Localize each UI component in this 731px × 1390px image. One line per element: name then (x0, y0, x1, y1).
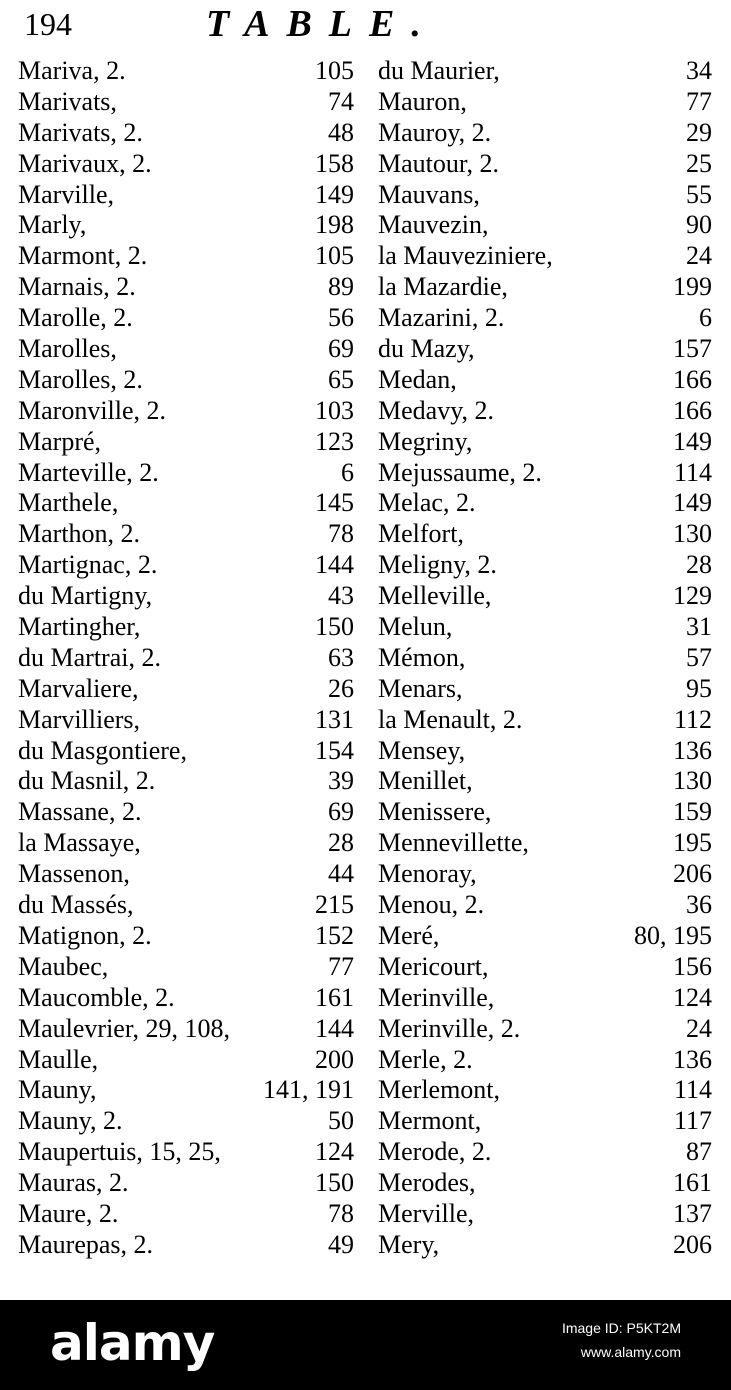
index-entry (18, 56, 354, 87)
index-entry (18, 952, 354, 983)
entry-name: Merinville, 2. (378, 1013, 521, 1043)
entry-name: Mariva, 2. (18, 56, 126, 85)
entry-name: Maulle, (18, 1044, 99, 1074)
entry-name: Merode, 2. (378, 1137, 492, 1167)
index-entry (18, 427, 354, 458)
entry-name: Marly, (18, 210, 87, 240)
entry-pages: 57 (686, 642, 712, 672)
index-entry (18, 87, 354, 118)
index-entry (18, 921, 354, 952)
index-entry (378, 921, 712, 952)
entry-pages: 26 (328, 673, 354, 703)
entry-name: Melun, (378, 612, 453, 642)
entry-name: Maronville, 2. (18, 395, 167, 425)
index-entry (18, 272, 354, 303)
entry-pages: 74 (328, 86, 354, 116)
entry-name: Mautour, 2. (378, 148, 499, 178)
entry-name: Maulevrier, 29, 108, (18, 1013, 230, 1043)
index-column-left (18, 56, 354, 1261)
entry-pages: 24 (686, 241, 712, 271)
entry-pages: 123 (315, 426, 354, 456)
index-entry (378, 210, 712, 241)
entry-pages: 77 (328, 951, 354, 981)
index-entry (378, 1014, 712, 1045)
entry-name: Marivats, (18, 86, 117, 116)
entry-name: Marvilliers, (18, 704, 141, 734)
index-entry (378, 736, 712, 767)
entry-pages: 129 (673, 581, 712, 611)
entry-pages: 130 (673, 766, 712, 796)
index-entry (378, 427, 712, 458)
index-entry (18, 550, 354, 581)
index-entry (378, 983, 712, 1014)
index-entry (18, 180, 354, 211)
entry-pages: 28 (686, 550, 712, 580)
entry-pages: 34 (686, 56, 712, 85)
entry-name: Maupertuis, 15, 25, (18, 1137, 221, 1167)
entry-name: Marthon, 2. (18, 519, 141, 549)
index-entry (378, 458, 712, 489)
entry-name: Mauvezin, (378, 210, 489, 240)
entry-pages: 149 (673, 488, 712, 518)
index-entry (378, 180, 712, 211)
index-entry (378, 519, 712, 550)
entry-name: Merinville, (378, 982, 495, 1012)
index-entry (18, 303, 354, 334)
entry-name: Mauron, (378, 86, 467, 116)
index-entry (378, 118, 712, 149)
index-entry (18, 210, 354, 241)
running-title: TABLE. (206, 3, 438, 45)
entry-pages: 161 (315, 982, 354, 1012)
entry-name: Maucomble, 2. (18, 982, 175, 1012)
entry-pages: 159 (673, 797, 712, 827)
entry-pages: 44 (328, 859, 354, 889)
index-entry (18, 581, 354, 612)
entry-name: Maubec, (18, 951, 109, 981)
page-number: 194 (24, 6, 72, 42)
index-entry (18, 705, 354, 736)
entry-pages: 198 (315, 210, 354, 240)
entry-pages: 39 (328, 766, 354, 796)
index-entry (18, 983, 354, 1014)
index-entry (18, 1075, 354, 1106)
index-entry (378, 488, 712, 519)
entry-pages: 105 (315, 241, 354, 271)
index-entry (18, 519, 354, 550)
alamy-logo: alamy (50, 1314, 215, 1372)
index-entry (378, 1168, 712, 1199)
entry-name: Menoray, (378, 859, 477, 889)
index-entry (378, 1075, 712, 1106)
entry-pages: 55 (686, 179, 712, 209)
entry-name: la Massaye, (18, 828, 141, 858)
index-entry (18, 488, 354, 519)
index-entry (378, 828, 712, 859)
index-entry (18, 241, 354, 272)
index-entry (18, 1168, 354, 1199)
entry-pages: 124 (315, 1137, 354, 1167)
entry-name: Menars, (378, 673, 463, 703)
entry-pages: 24 (686, 1013, 712, 1043)
entry-pages: 112 (673, 704, 712, 734)
entry-name: Merodes, (378, 1168, 476, 1198)
index-entry (378, 396, 712, 427)
entry-name: Marivaux, 2. (18, 148, 152, 178)
index-entry (18, 643, 354, 674)
entry-name: Mennevillette, (378, 828, 529, 858)
entry-name: Mazarini, 2. (378, 303, 505, 333)
entry-name: Marolles, 2. (18, 364, 143, 394)
index-entry (378, 1230, 712, 1261)
index-entry (378, 56, 712, 87)
index-entry (18, 890, 354, 921)
entry-name: Melac, 2. (378, 488, 476, 518)
entry-pages: 43 (328, 581, 354, 611)
entry-name: du Maurier, (378, 56, 500, 85)
index-entry (18, 797, 354, 828)
entry-pages: 206 (673, 859, 712, 889)
index-entry (378, 272, 712, 303)
entry-pages: 69 (328, 797, 354, 827)
index-entry (378, 674, 712, 705)
entry-name: Marolle, 2. (18, 303, 133, 333)
index-entry (378, 890, 712, 921)
index-entry (378, 1106, 712, 1137)
entry-name: Melfort, (378, 519, 464, 549)
entry-pages: 158 (315, 148, 354, 178)
entry-name: Mauras, 2. (18, 1168, 129, 1198)
index-entry (378, 952, 712, 983)
entry-pages: 161 (673, 1168, 712, 1198)
entry-pages: 87 (686, 1137, 712, 1167)
entry-pages: 144 (315, 550, 354, 580)
entry-name: la Mauveziniere, (378, 241, 553, 271)
image-id-text: Image ID: P5KT2M (561, 1320, 681, 1336)
site-url-text: www.alamy.com (580, 1344, 681, 1360)
entry-pages: 65 (328, 364, 354, 394)
index-entry (378, 643, 712, 674)
index-entry (378, 365, 712, 396)
entry-name: la Menault, 2. (378, 704, 523, 734)
entry-pages: 89 (328, 272, 354, 302)
index-entry (378, 859, 712, 890)
entry-pages: 149 (315, 179, 354, 209)
entry-pages: 117 (673, 1106, 712, 1136)
entry-name: Mauvans, (378, 179, 480, 209)
entry-name: Martignac, 2. (18, 550, 158, 580)
entry-name: Marville, (18, 179, 115, 209)
entry-pages: 56 (328, 303, 354, 333)
entry-name: du Masgontiere, (18, 735, 187, 765)
entry-pages: 154 (315, 735, 354, 765)
entry-name: Menillet, (378, 766, 473, 796)
entry-pages: 90 (686, 210, 712, 240)
entry-name: Medavy, 2. (378, 395, 495, 425)
entry-name: Marthele, (18, 488, 119, 518)
index-entry (18, 1137, 354, 1168)
index-entry (18, 118, 354, 149)
entry-pages: 48 (328, 117, 354, 147)
entry-pages: 150 (315, 612, 354, 642)
index-entry (378, 797, 712, 828)
entry-name: Marnais, 2. (18, 272, 136, 302)
entry-name: Marpré, (18, 426, 102, 456)
entry-pages: 31 (686, 612, 712, 642)
entry-pages: 144 (315, 1013, 354, 1043)
entry-pages: 136 (673, 735, 712, 765)
entry-name: la Mazardie, (378, 272, 508, 302)
entry-pages: 50 (328, 1106, 354, 1136)
entry-name: Medan, (378, 364, 457, 394)
entry-name: Mery, (378, 1229, 440, 1259)
index-entry (18, 674, 354, 705)
entry-pages: 6 (699, 303, 712, 333)
entry-pages: 150 (315, 1168, 354, 1198)
index-entry (378, 241, 712, 272)
index-entry (18, 1014, 354, 1045)
entry-pages: 130 (673, 519, 712, 549)
entry-name: Marolles, (18, 334, 117, 364)
index-entry (378, 581, 712, 612)
index-entry (378, 550, 712, 581)
index-entry (378, 1137, 712, 1168)
entry-name: Matignon, 2. (18, 920, 152, 950)
entry-name: Mensey, (378, 735, 466, 765)
index-entry (18, 1106, 354, 1137)
index-entry (18, 458, 354, 489)
entry-name: Menou, 2. (378, 890, 485, 920)
index-entry (18, 396, 354, 427)
index-entry (18, 1045, 354, 1076)
index-entry (18, 766, 354, 797)
index-entry (18, 149, 354, 180)
entry-name: Merville, (378, 1198, 475, 1228)
index-entry (378, 1045, 712, 1076)
entry-name: Menissere, (378, 797, 492, 827)
entry-name: Mauroy, 2. (378, 117, 492, 147)
entry-pages: 103 (315, 395, 354, 425)
entry-pages: 29 (686, 117, 712, 147)
index-entry (18, 1199, 354, 1230)
entry-pages: 145 (315, 488, 354, 518)
entry-name: Merlemont, (378, 1075, 501, 1105)
index-entry (378, 149, 712, 180)
entry-name: Mauny, (18, 1075, 97, 1105)
entry-pages: 78 (328, 519, 354, 549)
entry-name: Maure, 2. (18, 1198, 119, 1228)
index-entry (18, 1230, 354, 1261)
entry-pages: 152 (315, 920, 354, 950)
entry-pages: 199 (673, 272, 712, 302)
entry-pages: 195 (673, 828, 712, 858)
entry-name: Marvaliere, (18, 673, 139, 703)
entry-name: Marteville, 2. (18, 457, 159, 487)
entry-name: Mémon, (378, 642, 466, 672)
entry-pages: 156 (673, 951, 712, 981)
index-entry (18, 859, 354, 890)
entry-pages: 77 (686, 86, 712, 116)
index-entry (378, 303, 712, 334)
entry-pages: 69 (328, 334, 354, 364)
entry-pages: 200 (315, 1044, 354, 1074)
entry-pages: 157 (673, 334, 712, 364)
entry-pages: 131 (315, 704, 354, 734)
index-entry (18, 334, 354, 365)
index-entry (18, 365, 354, 396)
index-entry (18, 612, 354, 643)
entry-name: Mejussaume, 2. (378, 457, 542, 487)
entry-pages: 136 (673, 1044, 712, 1074)
entry-name: Meligny, 2. (378, 550, 497, 580)
index-entry (378, 612, 712, 643)
entry-name: Mauny, 2. (18, 1106, 123, 1136)
entry-pages: 141, 191 (263, 1075, 354, 1105)
index-entry (378, 705, 712, 736)
entry-name: Mericourt, (378, 951, 489, 981)
entry-pages: 166 (673, 364, 712, 394)
entry-name: Marmont, 2. (18, 241, 148, 271)
index-entry (18, 736, 354, 767)
entry-name: du Masnil, 2. (18, 766, 156, 796)
entry-name: Maurepas, 2. (18, 1229, 154, 1259)
entry-pages: 25 (686, 148, 712, 178)
entry-pages: 95 (686, 673, 712, 703)
entry-pages: 36 (686, 890, 712, 920)
index-entry (378, 1199, 712, 1230)
index-entry (378, 87, 712, 118)
entry-name: Massane, 2. (18, 797, 142, 827)
entry-pages: 137 (673, 1198, 712, 1228)
entry-pages: 28 (328, 828, 354, 858)
entry-name: du Martrai, 2. (18, 642, 161, 672)
index-column-right (378, 56, 712, 1261)
entry-name: Meré, (378, 920, 440, 950)
watermark-bar (0, 1300, 731, 1390)
entry-name: Marivats, 2. (18, 117, 143, 147)
entry-name: Megriny, (378, 426, 473, 456)
entry-pages: 215 (315, 890, 354, 920)
entry-name: Mermont, (378, 1106, 482, 1136)
entry-pages: 6 (341, 457, 354, 487)
entry-pages: 166 (673, 395, 712, 425)
entry-pages: 63 (328, 642, 354, 672)
entry-name: du Martigny, (18, 581, 153, 611)
page-header (0, 0, 731, 52)
entry-name: Merle, 2. (378, 1044, 473, 1074)
entry-pages: 114 (673, 457, 712, 487)
entry-pages: 114 (673, 1075, 712, 1105)
entry-name: du Massés, (18, 890, 134, 920)
entry-pages: 206 (673, 1229, 712, 1259)
entry-pages: 105 (315, 56, 354, 85)
entry-name: Martingher, (18, 612, 141, 642)
index-entry (18, 828, 354, 859)
entry-pages: 149 (673, 426, 712, 456)
entry-pages: 49 (328, 1229, 354, 1259)
entry-pages: 80, 195 (634, 920, 712, 950)
index-entry (378, 334, 712, 365)
entry-pages: 78 (328, 1198, 354, 1228)
index-entry (378, 766, 712, 797)
entry-name: Melleville, (378, 581, 492, 611)
entry-name: Massenon, (18, 859, 130, 889)
entry-name: du Mazy, (378, 334, 475, 364)
entry-pages: 124 (673, 982, 712, 1012)
